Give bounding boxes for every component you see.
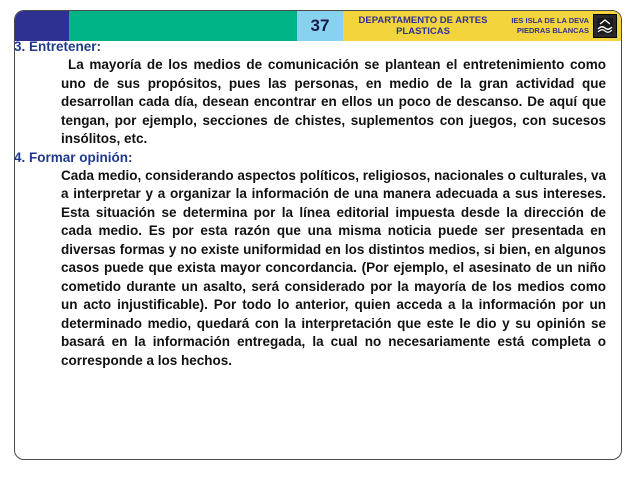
slide-header xyxy=(15,11,621,41)
slide-content xyxy=(14,38,620,370)
school-label xyxy=(503,11,621,41)
header-green-block xyxy=(69,11,297,41)
header-blue-block xyxy=(15,11,69,41)
department-label xyxy=(343,11,503,41)
section-heading-entretener: 3. Entretener: xyxy=(14,39,102,54)
school-name xyxy=(511,16,589,36)
school-logo-icon xyxy=(593,14,617,38)
section-body-formar-opinion: Cada medio, considerando aspectos políticos, religiosos, nacionales o culturales, va a interpretar y a organizar la información de una manera adecuada a sus intereses. Esta situación se determina por la línea editorial impuesta desde la dirección de cada medio. Es por esta razón que una misma noticia puede ser presentada en diversas formas y no existe uniformidad en los distintos medios, si bien, en algunos casos puede que exista mayor concordancia. (Por ejemplo, el asesinato de un niño cometido durante un asalto, será considerado por la mayoría de los medios como un acto injustificable). Por todo lo anterior, quien acceda a la información por un determinado medio, quedará con la interpretación que este le dio y su opinión se basará en la información entregada, la cual no necesariamente está completa o corresponde a los hechos. xyxy=(61,167,606,368)
section-heading-formar-opinion: 4. Formar opinión: xyxy=(14,149,133,165)
section-body-entretener: La mayoría de los medios de comunicación se plantean el entretenimiento como uno de sus propósitos, pues las personas, en medio de la gran actividad que desarrollan cada día, desean encontrar en ellos un poco de descanso. De aquí que tengan, por ejemplo, secciones de chistes, suplementos con juegos, con sucesos insólitos, etc. xyxy=(61,57,606,146)
department-line-1: DEPARTAMENTO DE ARTES xyxy=(358,15,488,26)
school-line-2: PIEDRAS BLANCAS xyxy=(516,26,589,35)
school-line-1: IES ISLA DE LA DEVA xyxy=(511,16,589,25)
department-line-2: PLASTICAS xyxy=(396,26,450,37)
slide-number: 37 xyxy=(297,11,343,41)
